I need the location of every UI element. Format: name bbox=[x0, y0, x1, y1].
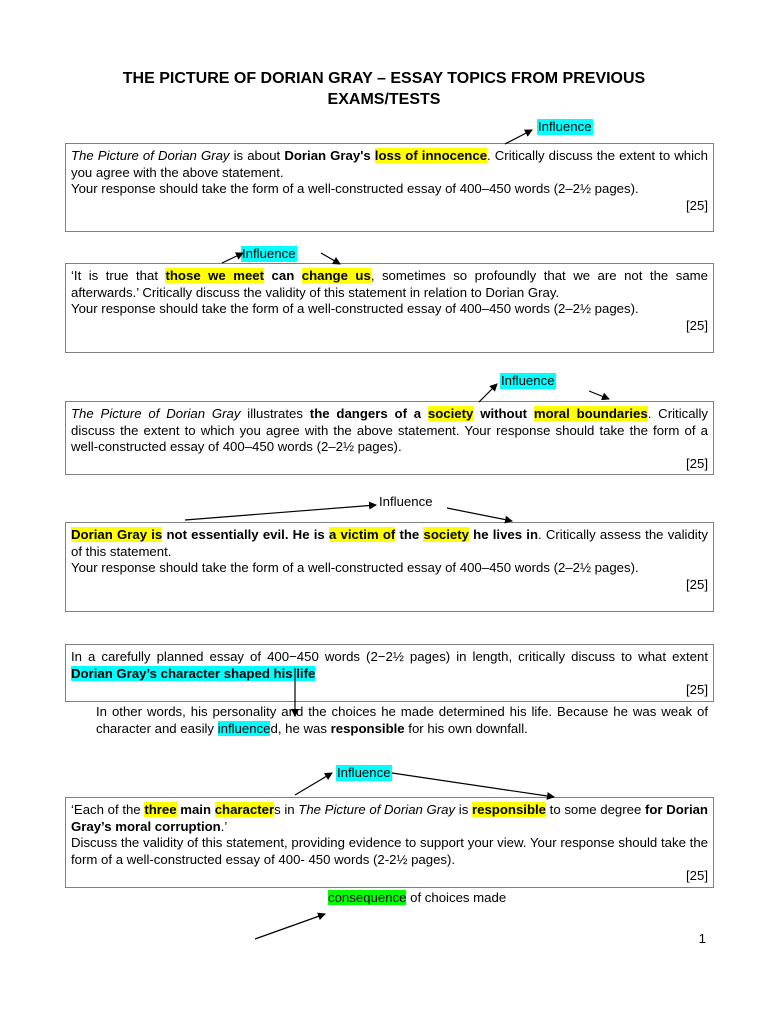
topic-4-marks: [25] bbox=[686, 576, 708, 592]
arrow-3b bbox=[589, 391, 609, 399]
arrow-7 bbox=[255, 914, 325, 939]
title-line-2: EXAMS/TESTS bbox=[327, 91, 441, 108]
influence-tag-4: Influence bbox=[379, 494, 433, 509]
consequence-rest: of choices made bbox=[406, 890, 507, 905]
consequence-highlight: consequence bbox=[328, 890, 407, 905]
topic-5-explanation: In other words, his personality and the choices he made determined his life. Because he was weak of character and easily influenced, he was responsible for his own downfall. bbox=[96, 704, 708, 736]
topic-2-text: ‘It is true that those we meet can change us, sometimes so profoundly that we are not the same afterwards.’ Critically discuss the validity of this statement in relation to Dorian Gray. bbox=[71, 268, 708, 300]
arrow-6b bbox=[392, 773, 554, 797]
arrow-6a bbox=[295, 773, 332, 795]
topic-1-text: The Picture of Dorian Gray is about Dorian Gray's loss of innocence. Critically discuss the extent to which you agree with the above statement. bbox=[71, 148, 708, 180]
topic-6-text: ‘Each of the three main characters in The Picture of Dorian Gray is responsible to some degree for Dorian Gray’s moral corruption.’ bbox=[71, 802, 708, 834]
influence-tag-3: Influence bbox=[501, 373, 555, 388]
influence-tag-1: Influence bbox=[538, 119, 592, 134]
topic-1-marks: [25] bbox=[686, 197, 708, 213]
topic-5-marks: [25] bbox=[686, 682, 708, 697]
arrow-1 bbox=[505, 130, 532, 144]
topic-2-marks: [25] bbox=[686, 317, 708, 333]
arrow-3a bbox=[479, 384, 497, 402]
topic-2-instruction: Your response should take the form of a well-constructed essay of 400–450 words (2–2½ pages). bbox=[71, 301, 639, 316]
arrow-4b bbox=[447, 508, 512, 521]
topic-4-text: Dorian Gray is not essentially evil. He is a victim of the society he lives in. Critically assess the validity of this statement. bbox=[71, 527, 708, 559]
topic-6-instruction: Discuss the validity of this statement, providing evidence to support your view. Your response should take the form of a well-constructed essay of 400- 450 words (2-2½ pages). bbox=[71, 835, 708, 867]
influence-tag-2: Influence bbox=[242, 246, 296, 261]
topic-3-marks: [25] bbox=[686, 455, 708, 471]
arrow-4a bbox=[185, 505, 376, 520]
page-number: 1 bbox=[698, 931, 706, 946]
topic-6-marks: [25] bbox=[686, 868, 708, 883]
influence-tag-5: Influence bbox=[337, 765, 391, 780]
arrow-2b bbox=[321, 253, 340, 264]
topic-5-text: In a carefully planned essay of 400−450 words (2−2½ pages) in length, critically discuss to what extent Dorian Gray’s character shaped his life bbox=[71, 649, 708, 681]
title-line-1: THE PICTURE OF DORIAN GRAY – ESSAY TOPICS FROM PREVIOUS bbox=[122, 70, 646, 87]
topic-1-instruction: Your response should take the form of a well-constructed essay of 400–450 words (2–2½ pages). bbox=[71, 181, 639, 196]
arrow-2a bbox=[222, 253, 243, 263]
topic-3-text: The Picture of Dorian Gray illustrates the dangers of a society without moral boundaries. Critically discuss the extent to which you agree with the above statement. Your response should take the form of a well-constructed essay of 400–450 words (2–2½ pages). bbox=[71, 406, 709, 454]
topic-4-instruction: Your response should take the form of a well-constructed essay of 400–450 words (2–2½ pages). bbox=[71, 560, 639, 575]
